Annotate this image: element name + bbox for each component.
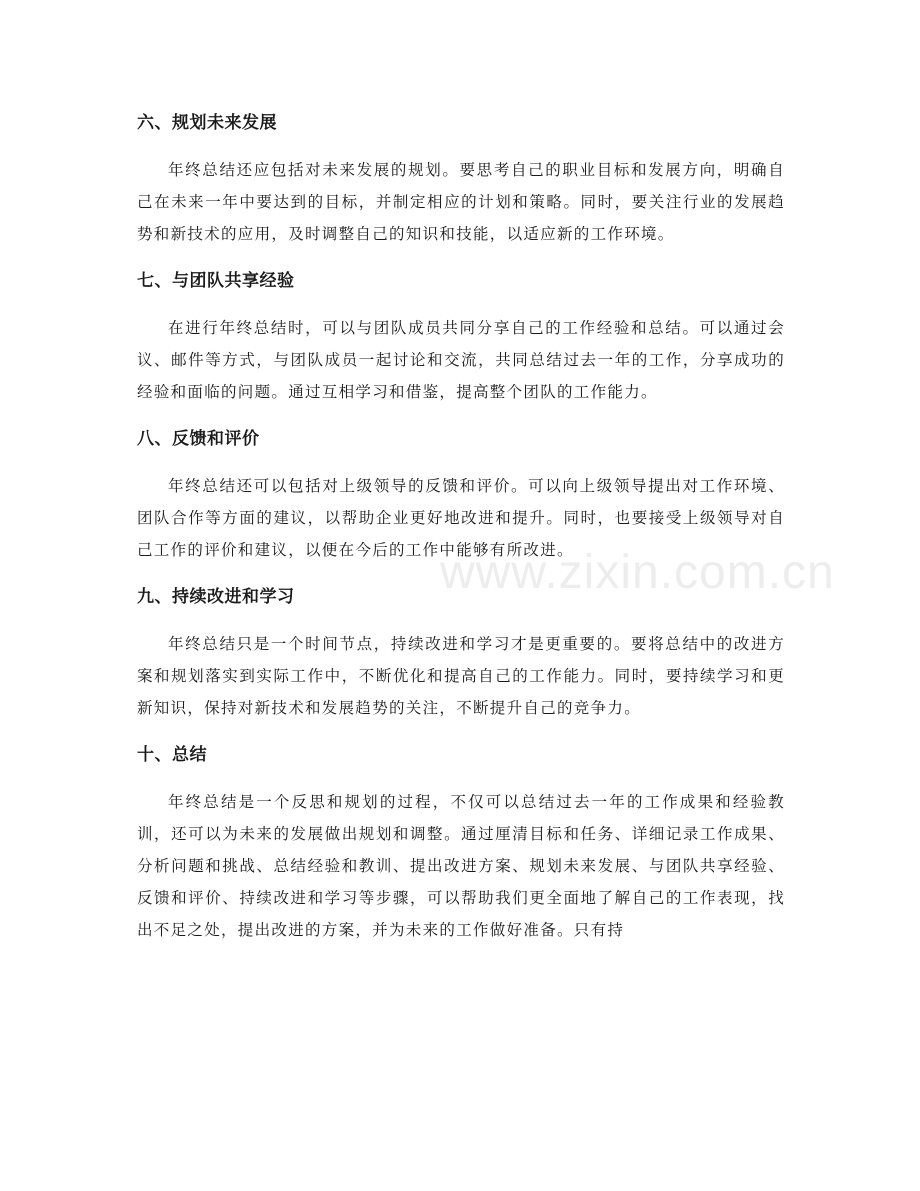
- section-heading: 六、规划未来发展: [137, 113, 277, 133]
- section-paragraph: 年终总结还可以包括对上级领导的反馈和评价。可以向上级领导提出对工作环境、团队合作等方面的建议，以帮助企业更好地改进和提升。同时，也要接受上级领导对自己工作的评价和建议，以便在今后的工作中能够有所改进。: [137, 477, 785, 559]
- section-heading: 七、与团队共享经验: [137, 271, 295, 291]
- section-paragraph: 在进行年终总结时，可以与团队成员共同分享自己的工作经验和总结。可以通过会议、邮件等方式，与团队成员一起讨论和交流，共同总结过去一年的工作，分享成功的经验和面临的问题。通过互相学习和借鉴，提高整个团队的工作能力。: [137, 319, 785, 401]
- watermark-text: www.zixin.com.cn: [440, 546, 835, 599]
- section-share-experience: [137, 264, 785, 408]
- section-heading: 十、总结: [137, 745, 207, 765]
- section-heading: 九、持续改进和学习: [137, 587, 295, 607]
- document-content: [137, 106, 785, 960]
- section-paragraph: 年终总结还应包括对未来发展的规划。要思考自己的职业目标和发展方向，明确自己在未来一年中要达到的目标，并制定相应的计划和策略。同时，要关注行业的发展趋势和新技术的应用，及时调整自己的知识和技能，以适应新的工作环境。: [137, 161, 785, 243]
- section-paragraph: 年终总结只是一个时间节点，持续改进和学习才是更重要的。要将总结中的改进方案和规划落实到实际工作中，不断优化和提高自己的工作能力。同时，要持续学习和更新知识，保持对新技术和发展趋势的关注，不断提升自己的竞争力。: [137, 635, 785, 717]
- section-heading: 八、反馈和评价: [137, 429, 260, 449]
- section-continuous-improvement: [137, 580, 785, 724]
- section-summary: [137, 738, 785, 946]
- section-plan-future: [137, 106, 785, 250]
- section-feedback: [137, 422, 785, 566]
- section-paragraph: 年终总结是一个反思和规划的过程，不仅可以总结过去一年的工作成果和经验教训，还可以为未来的发展做出规划和调整。通过厘清目标和任务、详细记录工作成果、分析问题和挑战、总结经验和教训、提出改进方案、规划未来发展、与团队共享经验、反馈和评价、持续改进和学习等步骤，可以帮助我们更全面地了解自己的工作表现，找出不足之处，提出改进的方案，并为未来的工作做好准备。只有持: [137, 793, 785, 939]
